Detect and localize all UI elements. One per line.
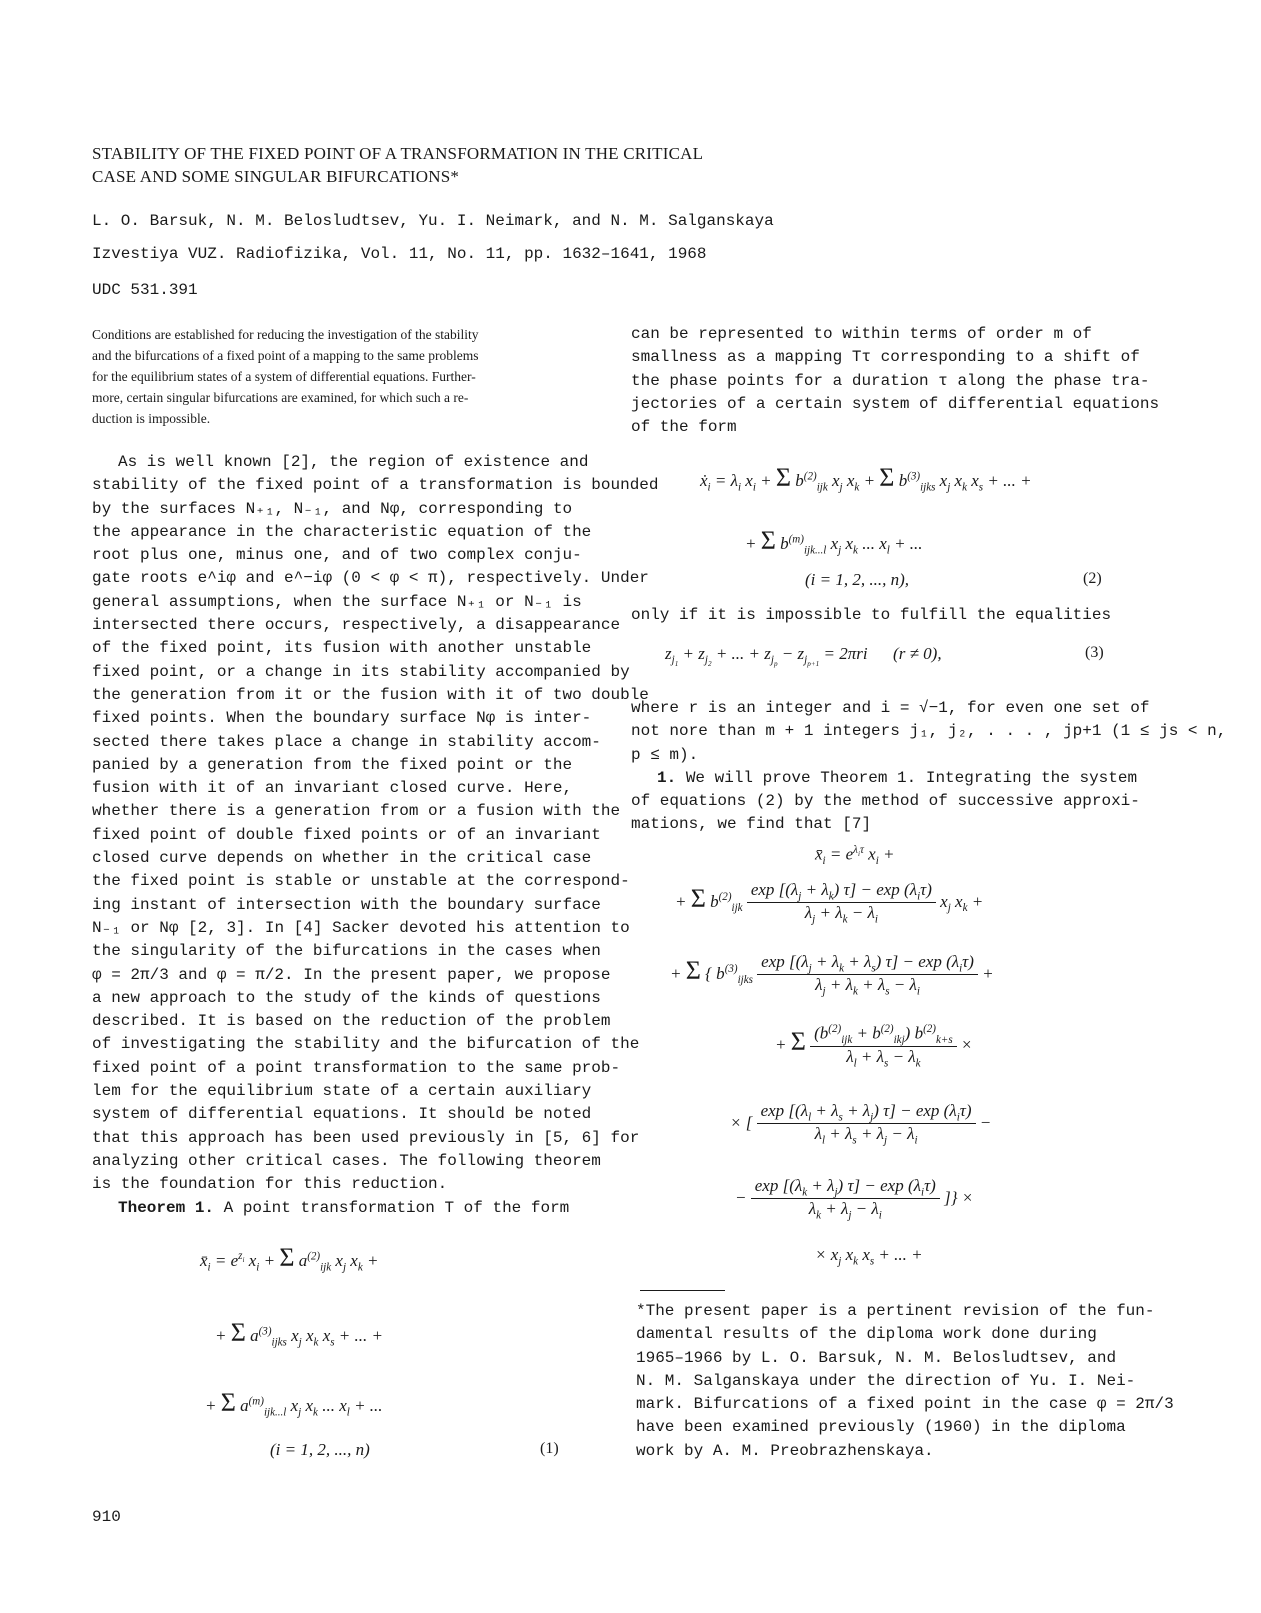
udc-code: UDC 531.391 bbox=[92, 281, 198, 299]
text-line: not nore than m + 1 integers j₁, j₂, . . . , jp+1 (1 ≤ js < n, bbox=[631, 722, 1227, 741]
equation-1-number: (1) bbox=[540, 1440, 559, 1457]
right-column-text-top bbox=[631, 323, 1160, 439]
equation-2-line-2: + Σ $b^{(m)}_{ijk...l}$ $x_j$ $x_k$ ... $x_l$ + ... bbox=[745, 526, 923, 557]
text-line: of the fixed point, its fusion with another unstable bbox=[92, 639, 592, 658]
equation-2-index: (i = 1, 2, ..., n), bbox=[805, 570, 910, 589]
text-line: ing instant of intersection with the boundary surface bbox=[92, 895, 601, 914]
footnote-line: N. M. Salganskaya under the direction of Yu. I. Nei- bbox=[636, 1371, 1136, 1390]
abstract bbox=[92, 324, 592, 429]
text-line: fixed point, or a change in its stability accompanied by bbox=[92, 662, 630, 681]
approximation-line-6: − $\frac{\exp [(\lambda_k + \lambda_j) \tau] - \exp (\lambda_i\tau)}{\lambda_k + \lambda_j - \lambda_i}$ ]} × bbox=[735, 1176, 974, 1222]
theorem-text: A point transformation T of the form bbox=[223, 1198, 570, 1217]
equation-1-index: (i = 1, 2, ..., n) bbox=[270, 1440, 370, 1459]
text-line: the singularity of the bifurcations in the cases when bbox=[92, 942, 601, 961]
abstract-line: and the bifurcations of a fixed point of a mapping to the same problems bbox=[92, 348, 479, 363]
approximation-line-3: + Σ { $b^{(3)}_{ijks}$ $\frac{\exp [(\lambda_j + \lambda_k + \lambda_s) \tau] - \exp (\lambda_i\tau)}{\lambda_j + \lambda_k + \lambda_s - \lambda_i}$ + bbox=[670, 952, 994, 998]
right-column-text-mid bbox=[631, 604, 1141, 627]
approximation-line-5: × [ $\frac{\exp [(\lambda_l + \lambda_s + \lambda_j) \tau] - \exp (\lambda_i\tau)}{\lambda_l + \lambda_s + \lambda_j - \lambda_i}$ − bbox=[730, 1101, 992, 1147]
authors: L. O. Barsuk, N. M. Belosludtsev, Yu. I. Neimark, and N. M. Salganskaya bbox=[92, 212, 774, 230]
footnote-line: 1965–1966 by L. O. Barsuk, N. M. Belosludtsev, and bbox=[636, 1348, 1117, 1367]
left-column-text bbox=[92, 451, 659, 1220]
text-line: fixed point of a point transformation to the same prob- bbox=[92, 1058, 621, 1077]
text-line: panied by a generation from the fixed point or the bbox=[92, 755, 573, 774]
text-line: intersected there occurs, respectively, a disappearance bbox=[92, 616, 621, 635]
approximation-line-2: + Σ $b^{(2)}_{ijk}$ $\frac{\exp [(\lambda_j + \lambda_k) \tau] - \exp (\lambda_i\tau)}{\lambda_j + \lambda_k - \lambda_i}$ $x_j$ $x_k$ + bbox=[675, 880, 984, 926]
text-line: is the foundation for this reduction. bbox=[92, 1175, 448, 1194]
approximation-line-1: $x̄_i = e^{\lambda_i\tau}$ $x_i$ + bbox=[815, 844, 895, 868]
text-line: fixed points. When the boundary surface Nφ is inter- bbox=[92, 709, 592, 728]
text-line: a new approach to the study of the kinds of questions bbox=[92, 988, 601, 1007]
text-line: φ = 2π/3 and φ = π/2. In the present paper, we propose bbox=[92, 965, 611, 984]
text-line: p ≤ m). bbox=[631, 745, 699, 764]
text-line: analyzing other critical cases. The following theorem bbox=[92, 1151, 601, 1170]
equation-1-line-1: $x̄_i = e^{z_i}$ $x_i + \Sigma$ $a^{(2)}_{ijk}$ $x_j$ $x_k$ + bbox=[200, 1243, 379, 1274]
equation-3-number: (3) bbox=[1085, 644, 1104, 661]
text-line: general assumptions, when the surface N₊₁ or N₋₁ is bbox=[92, 592, 582, 611]
approximation-line-4: + Σ $\frac{(b^{(2)}_{ijk} + b^{(2)}_{ikj}) b^{(2)}_{k+s}}{\lambda_l + \lambda_s - \lambda_k}$ × bbox=[775, 1023, 973, 1070]
text-line: mations, we find that [7] bbox=[631, 815, 872, 834]
paper-title bbox=[92, 142, 852, 188]
text-line: by the surfaces N₊₁, N₋₁, and Nφ, corresponding to bbox=[92, 499, 573, 518]
text-line: only if it is impossible to fulfill the equalities bbox=[631, 606, 1112, 624]
text-line: stability of the fixed point of a transformation is bounded bbox=[92, 476, 659, 495]
footnote-line: damental results of the diploma work done during bbox=[636, 1325, 1097, 1344]
text-line: sected there takes place a change in stability accom- bbox=[92, 732, 601, 751]
text-line: the phase points for a duration τ along the phase tra- bbox=[631, 371, 1150, 390]
text-line: We will prove Theorem 1. Integrating the system bbox=[685, 768, 1138, 787]
equation-1-line-3: + Σ $a^{(m)}_{ijk...l}$ $x_j$ $x_k$ ... $x_l$ + ... bbox=[205, 1388, 383, 1419]
text-line: system of differential equations. It should be noted bbox=[92, 1105, 592, 1124]
text-line: fixed point of double fixed points or of an invariant bbox=[92, 825, 601, 844]
section-1-label: 1. bbox=[657, 768, 677, 787]
text-line: the generation from it or the fusion with it of two double bbox=[92, 685, 649, 704]
text-line: root plus one, minus one, and of two complex conju- bbox=[92, 546, 582, 565]
text-line: As is well known [2], the region of existence and bbox=[118, 453, 589, 471]
equation-2-number: (2) bbox=[1083, 570, 1102, 587]
text-line: whether there is a generation from or a fusion with the bbox=[92, 802, 621, 821]
footnote-line: *The present paper is a pertinent revision of the fun- bbox=[636, 1302, 1155, 1320]
text-line: where r is an integer and i = √−1, for even one set of bbox=[631, 699, 1150, 717]
theorem-statement bbox=[92, 1197, 602, 1220]
right-column-text-mid2 bbox=[631, 697, 1227, 837]
text-line: N₋₁ or Nφ [2, 3]. In [4] Sacker devoted his attention to bbox=[92, 918, 630, 937]
text-line: smallness as a mapping Tτ corresponding to a shift of bbox=[631, 348, 1140, 367]
text-line: of the form bbox=[631, 418, 737, 437]
footnote-line: mark. Bifurcations of a fixed point in the case φ = 2π/3 bbox=[636, 1395, 1174, 1414]
text-line: lem for the equilibrium state of a certain auxiliary bbox=[92, 1082, 592, 1101]
text-line: gate roots e^iφ and e^−iφ (0 < φ < π), respectively. Under bbox=[92, 569, 649, 588]
section-1-first-line bbox=[631, 767, 1141, 790]
equation-1-line-2: + Σ $a^{(3)}_{ijks}$ $x_j$ $x_k$ $x_s$ + ... + bbox=[215, 1318, 383, 1349]
journal-citation: Izvestiya VUZ. Radiofizika, Vol. 11, No. 11, pp. 1632–1641, 1968 bbox=[92, 245, 707, 263]
theorem-label: Theorem 1. bbox=[118, 1198, 215, 1217]
text-line: the fixed point is stable or unstable at the correspond- bbox=[92, 872, 630, 891]
abstract-line: for the equilibrium states of a system of differential equations. Further- bbox=[92, 369, 476, 384]
title-line-1: STABILITY OF THE FIXED POINT OF A TRANSFORMATION IN THE CRITICAL bbox=[92, 144, 704, 163]
footnote-line: work by A. M. Preobrazhenskaya. bbox=[636, 1441, 934, 1460]
text-line: of investigating the stability and the bifurcation of the bbox=[92, 1035, 640, 1054]
abstract-line: more, certain singular bifurcations are examined, for which such a re- bbox=[92, 390, 469, 405]
abstract-line: duction is impossible. bbox=[92, 411, 211, 426]
text-line: can be represented to within terms of order m of bbox=[631, 325, 1092, 343]
footnote-rule bbox=[640, 1290, 725, 1291]
text-line: of equations (2) by the method of successive approxi- bbox=[631, 792, 1140, 811]
page-number: 910 bbox=[92, 1508, 121, 1526]
text-line: closed curve depends on whether in the critical case bbox=[92, 849, 592, 868]
approximation-line-7: × $x_j$ $x_k$ $x_s$ + ... + bbox=[815, 1245, 923, 1268]
text-line: described. It is based on the reduction of the problem bbox=[92, 1012, 611, 1031]
abstract-line: Conditions are established for reducing the investigation of the stability bbox=[92, 327, 479, 342]
title-line-2: CASE AND SOME SINGULAR BIFURCATIONS* bbox=[92, 167, 460, 186]
equation-3: $z_{j_1} + z_{j_2}$ + ... + $z_{j_p} - z_{j_{p+1}} = 2\pi ri$ (r ≠ 0), bbox=[665, 644, 942, 669]
text-line: the appearance in the characteristic equation of the bbox=[92, 522, 592, 541]
footnote bbox=[636, 1300, 1174, 1463]
text-line: jectories of a certain system of differential equations bbox=[631, 394, 1160, 413]
text-line: fusion with it of an invariant closed curve. Here, bbox=[92, 779, 573, 798]
footnote-line: have been examined previously (1960) in the diploma bbox=[636, 1418, 1126, 1437]
equation-2-line-1: ẋ$_i$ = $\lambda_i$ $x_i + \Sigma$ $b^{(2)}_{ijk}$ $x_j$ $x_k + \Sigma$ $b^{(3)}_{ijks}$ $x_j$ $x_k$ $x_s$ + ... + bbox=[700, 463, 1032, 494]
text-line: that this approach has been used previously in [5, 6] for bbox=[92, 1128, 640, 1147]
